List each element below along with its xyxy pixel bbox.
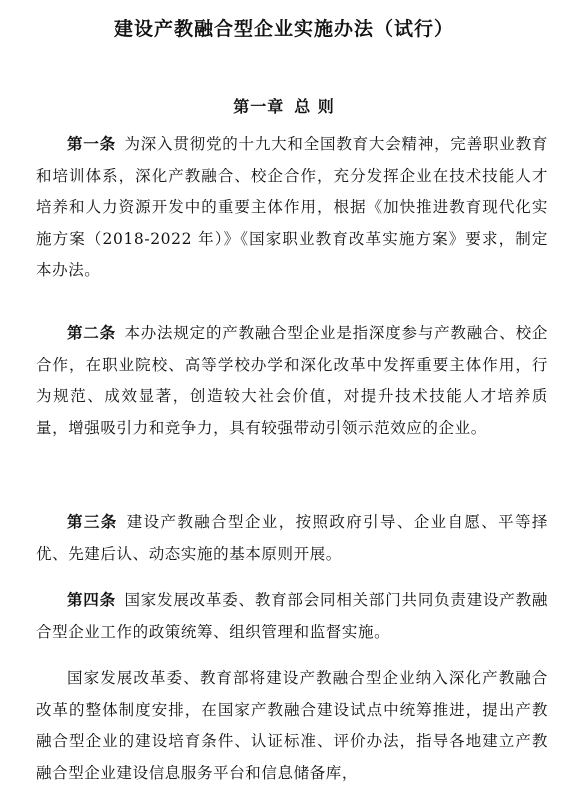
article-number: 第四条 <box>67 591 116 609</box>
article-number: 第一条 <box>67 135 116 153</box>
article-paragraph <box>36 129 548 287</box>
article-text: 国家发展改革委、教育部会同相关部门共同负责建设产教融合型企业工作的政策统筹、组织管理和监督实施。 <box>36 591 548 641</box>
chapter-heading <box>0 94 568 120</box>
chapter-label: 第一章 <box>233 97 285 116</box>
chapter-name: 总 则 <box>294 97 335 116</box>
article-paragraph <box>36 507 548 570</box>
article-paragraph <box>36 585 548 648</box>
article-text: 为深入贯彻党的十九大和全国教育大会精神，完善职业教育和培训体系，深化产教融合、校企合作，充分发挥企业在技术技能人才培养和人力资源开发中的重要主体作用，根据《加快推进教育现代化实施方案（2018-2022 年）》《国家职业教育改革实施方案》要求，制定本办法。 <box>36 135 548 279</box>
document-title: 建设产教融合型企业实施办法（试行） <box>113 18 454 40</box>
article-text: 建设产教融合型企业，按照政府引导、企业自愿、平等择优、先建后认、动态实施的基本原则开展。 <box>36 513 548 563</box>
article-text: 本办法规定的产教融合型企业是指深度参与产教融合、校企合作，在职业院校、高等学校办学和深化改革中发挥重要主体作用，行为规范、成效显著，创造较大社会价值，对提升技术技能人才培养质量，增强吸引力和竞争力，具有较强带动引领示范效应的企业。 <box>36 324 548 437</box>
paragraph-text: 国家发展改革委、教育部将建设产教融合型企业纳入深化产教融合改革的整体制度安排，在国家产教融合建设试点中统筹推进，提出产教融合型企业的建设培育条件、认证标准、评价办法，指导各地建立产教融合型企业建设信息服务平台和信息储备库， <box>36 669 548 782</box>
body-paragraph <box>36 663 548 789</box>
article-number: 第二条 <box>67 324 116 342</box>
article-paragraph <box>36 318 548 444</box>
article-number: 第三条 <box>67 513 118 531</box>
